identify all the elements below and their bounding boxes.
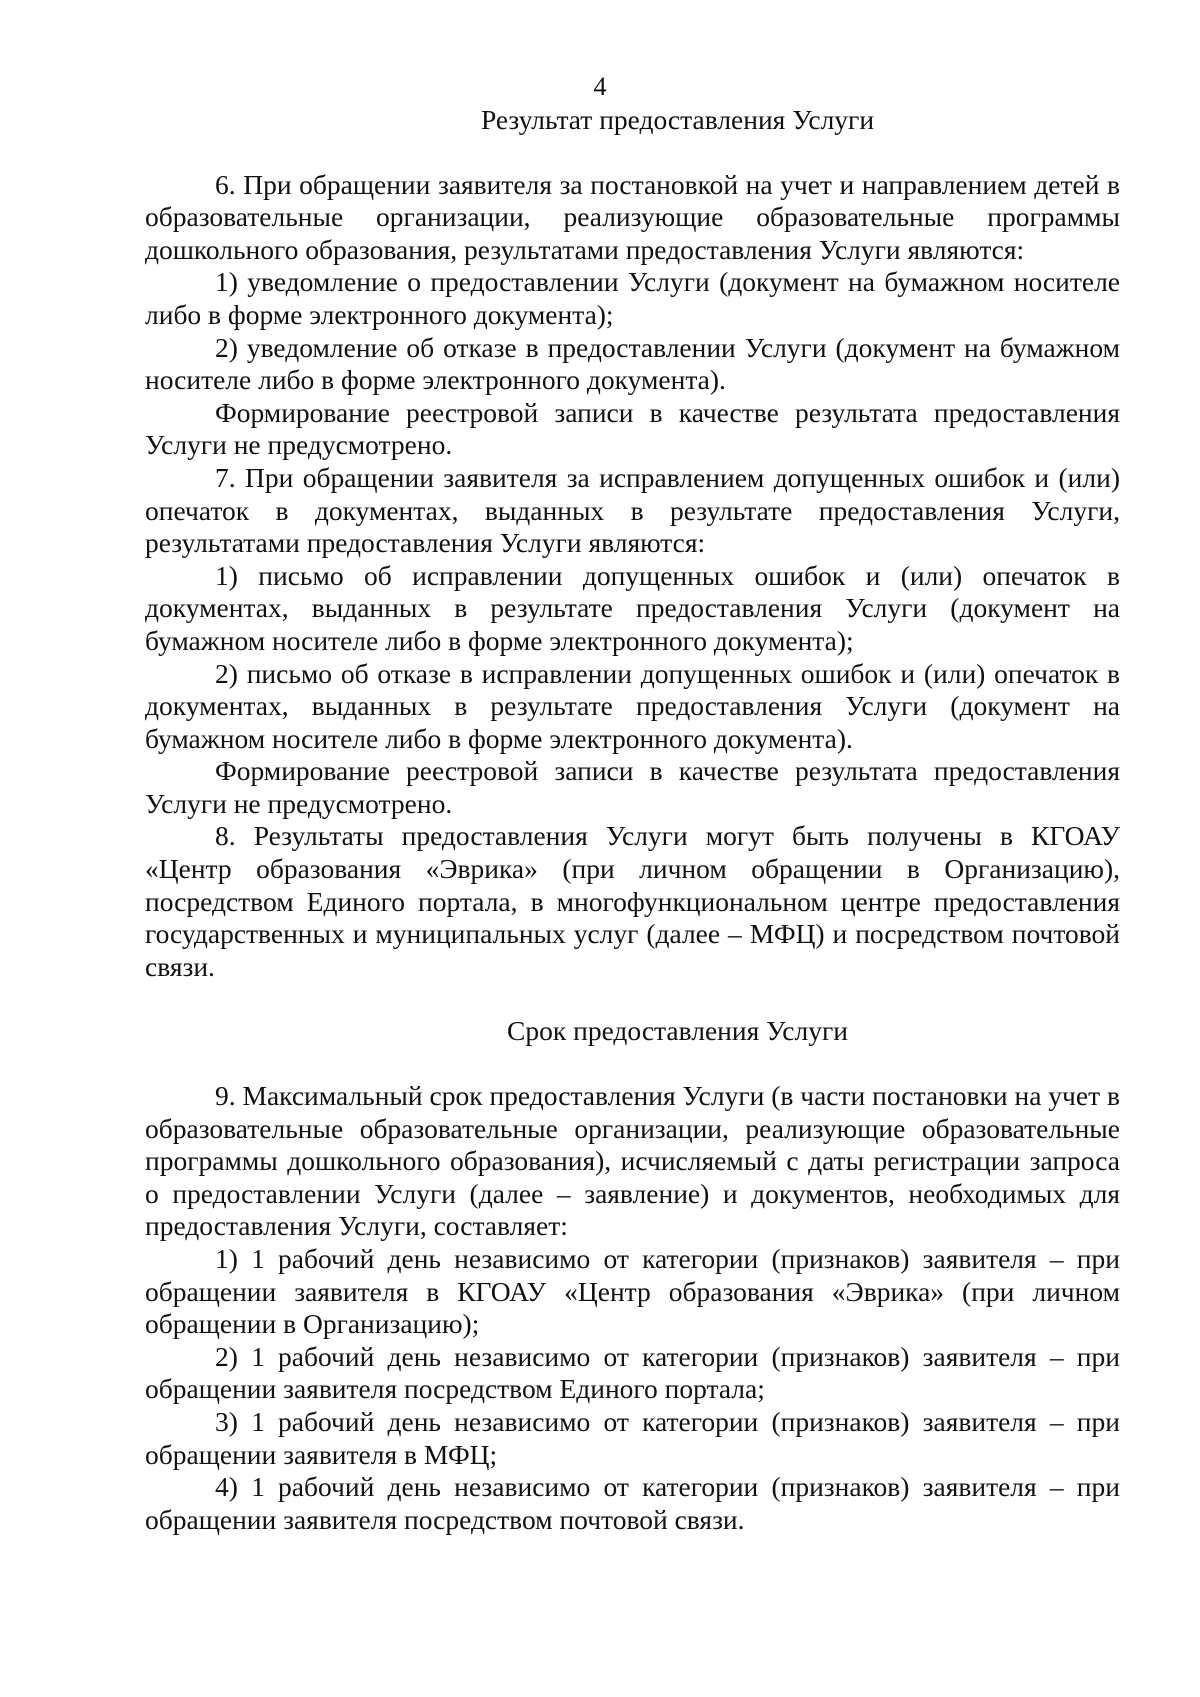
- paragraph-7: 7. При обращении заявителя за исправлением допущенных ошибок и (или) опечаток в документах, выданных в результате предоставления Услуги, результатами предоставления Услуги являются:: [145, 461, 1120, 559]
- section-heading-term: Срок предоставления Услуги: [507, 1015, 848, 1047]
- paragraph-9-item-3: 3) 1 рабочий день независимо от категории (признаков) заявителя – при обращении заявителя в МФЦ;: [145, 1405, 1120, 1470]
- paragraph-6-registry-note: Формирование реестровой записи в качестве результата предоставления Услуги не предусмотрено.: [145, 396, 1120, 461]
- paragraph-9-item-4: 4) 1 рабочий день независимо от категории (признаков) заявителя – при обращении заявителя посредством почтовой связи.: [145, 1471, 1120, 1535]
- paragraph-6-item-2: 2) уведомление об отказе в предоставлении Услуги (документ на бумажном носителе либо в форме электронного документа).: [145, 331, 1120, 396]
- document-body: [145, 104, 1120, 1536]
- paragraph-6: 6. При обращении заявителя за постановкой на учет и направлением детей в образовательные организации, реализующие образовательные программы дошкольного образования, результатами предоставления Услуги являются:: [145, 168, 1120, 265]
- paragraph-7-registry-note: Формирование реестровой записи в качестве результата предоставления Услуги не предусмотрено.: [145, 755, 1120, 819]
- paragraph-7-item-2: 2) письмо об отказе в исправлении допущенных ошибок и (или) опечаток в документах, выданных в результате предоставления Услуги (документ на бумажном носителе либо в форме электронного документа).: [145, 657, 1120, 754]
- paragraph-9: 9. Максимальный срок предоставления Услуги (в части постановки на учет в образовательные образовательные организации, реализующие образовательные программы дошкольного образования), исчисляемый с даты регистрации запроса о предоставлении Услуги (далее – заявление) и документов, необходимых для предоставления Услуги, составляет:: [145, 1080, 1120, 1242]
- section-heading-result: Результат предоставления Услуги: [480, 104, 875, 135]
- page-number: 4: [593, 72, 607, 101]
- paragraph-6-item-1: 1) уведомление о предоставлении Услуги (документ на бумажном носителе либо в форме электронного документа);: [145, 266, 1120, 330]
- paragraph-8: 8. Результаты предоставления Услуги могут быть получены в КГОАУ «Центр образования «Эврика» (при личном обращении в Организацию), посредством Единого портала, в многофункциональном центре предоставления государственных и муниципальных услуг (далее – МФЦ) и посредством почтовой связи.: [145, 820, 1120, 982]
- paragraph-7-item-1: 1) письмо об исправлении допущенных ошибок и (или) опечаток в документах, выданных в результате предоставления Услуги (документ на бумажном носителе либо в форме электронного документа);: [145, 559, 1120, 656]
- paragraph-9-item-2: 2) 1 рабочий день независимо от категории (признаков) заявителя – при обращении заявителя посредством Единого портала;: [145, 1340, 1120, 1405]
- paragraph-9-item-1: 1) 1 рабочий день независимо от категории (признаков) заявителя – при обращении заявителя в КГОАУ «Центр образования «Эврика» (при личном обращении в Организацию);: [145, 1243, 1120, 1340]
